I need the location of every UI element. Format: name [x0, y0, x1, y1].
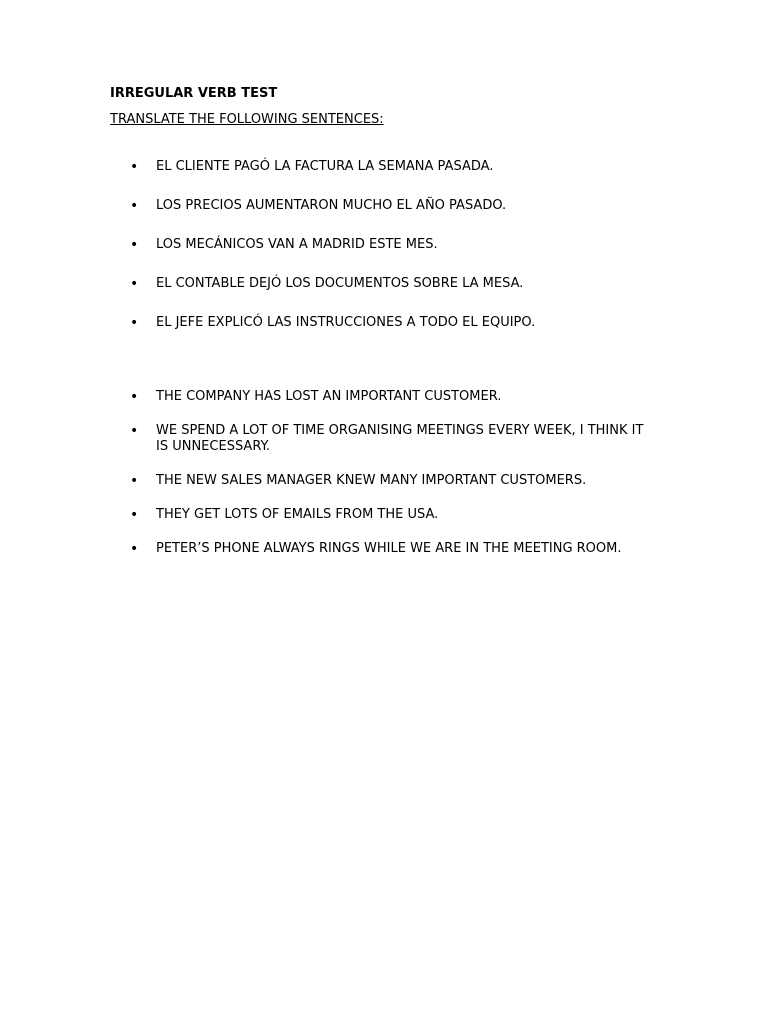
list-item [110, 237, 650, 254]
bullet-icon: • [130, 159, 139, 175]
sentence-text: LOS MECÁNICOS VAN A MADRID ESTE MES. [156, 237, 438, 252]
document-page [110, 85, 650, 558]
english-sentence-list [110, 389, 650, 558]
bullet-icon: • [130, 315, 139, 331]
list-item [110, 473, 650, 490]
sentence-text: EL CONTABLE DEJÓ LOS DOCUMENTOS SOBRE LA MESA. [156, 276, 524, 291]
sentence-text: LOS PRECIOS AUMENTARON MUCHO EL AÑO PASADO. [156, 198, 507, 213]
list-item [110, 198, 650, 215]
document-instruction: TRANSLATE THE FOLLOWING SENTENCES: [110, 112, 384, 127]
sentence-text: THE COMPANY HAS LOST AN IMPORTANT CUSTOMER. [156, 388, 502, 404]
list-item [110, 159, 650, 176]
bullet-icon: • [130, 276, 139, 292]
list-item [110, 423, 650, 456]
bullet-icon: • [130, 388, 139, 405]
spanish-sentence-list [110, 159, 650, 332]
list-item [110, 507, 650, 524]
sentence-text: THEY GET LOTS OF EMAILS FROM THE USA. [156, 507, 439, 522]
bullet-icon: • [130, 198, 139, 214]
bullet-icon: • [130, 473, 139, 489]
sentence-text: EL CLIENTE PAGÓ LA FACTURA LA SEMANA PASADA. [156, 159, 494, 174]
sentence-text: WE SPEND A LOT OF TIME ORGANISING MEETINGS EVERY WEEK, I THINK IT IS UNNECESSARY. [156, 422, 644, 454]
list-item [110, 315, 650, 332]
sentence-text: EL JEFE EXPLICÓ LAS INSTRUCCIONES A TODO EL EQUIPO. [156, 315, 536, 330]
list-item [110, 276, 650, 293]
sentence-text: THE NEW SALES MANAGER KNEW MANY IMPORTANT CUSTOMERS. [156, 473, 587, 488]
bullet-icon: • [130, 422, 139, 439]
list-item [110, 389, 650, 406]
sentence-text: PETER’S PHONE ALWAYS RINGS WHILE WE ARE IN THE MEETING ROOM. [156, 541, 622, 556]
bullet-icon: • [130, 507, 139, 523]
list-item [110, 541, 650, 558]
bullet-icon: • [130, 237, 139, 253]
document-title: IRREGULAR VERB TEST [110, 86, 278, 101]
bullet-icon: • [130, 541, 139, 557]
